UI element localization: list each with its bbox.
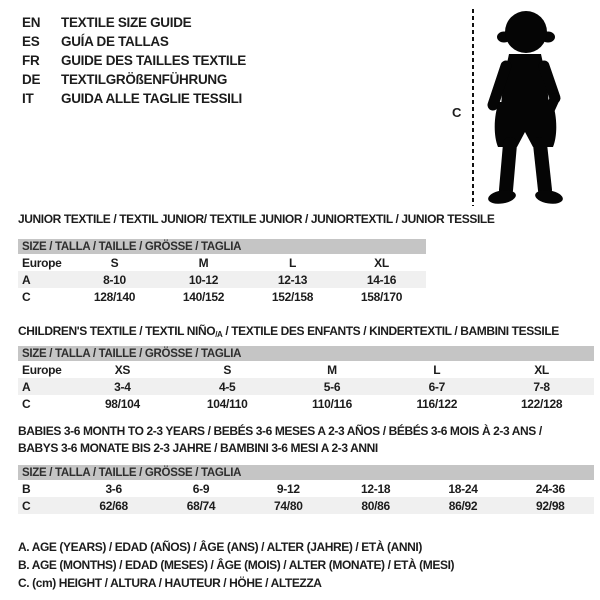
size-cell: XS: [114, 362, 131, 377]
dashed-measure-line: [472, 9, 474, 206]
height-measure-label: C: [452, 105, 462, 120]
row-label: Europe: [22, 362, 62, 377]
size-cell: 122/128: [520, 396, 563, 411]
size-cell: 116/122: [416, 396, 458, 411]
size-cell: 92/98: [536, 498, 565, 513]
children-size-table: [18, 346, 594, 412]
size-cell: 140/152: [182, 289, 225, 304]
children-title-suffix: / TEXTILE DES ENFANTS / KINDERTEXTIL / BAMBINI TESSILE: [222, 324, 559, 338]
junior-section-title: JUNIOR TEXTILE / TEXTIL JUNIOR/ TEXTILE JUNIOR / JUNIORTEXTIL / JUNIOR TESSILE: [18, 212, 495, 226]
row-label: B: [22, 481, 31, 496]
size-cell: 158/170: [360, 289, 403, 304]
table-row: [18, 480, 594, 497]
measurement-legend: [18, 538, 454, 592]
size-cell: 10-12: [188, 272, 219, 287]
junior-size-table: [18, 239, 426, 305]
size-cell: 9-12: [276, 481, 300, 496]
size-cell: 128/140: [93, 289, 136, 304]
row-label: C: [22, 289, 31, 304]
language-label: GUIDE DES TAILLES TEXTILE: [61, 53, 247, 68]
language-code: EN: [22, 15, 41, 30]
row-label: C: [22, 396, 31, 411]
size-cell: 6-9: [192, 481, 210, 496]
legend-line-a: A. AGE (YEARS) / EDAD (AÑOS) / ÂGE (ANS) / ALTER (JAHRE) / ETÀ (ANNI): [18, 540, 422, 554]
toddler-silhouette-icon: [479, 6, 571, 210]
language-label: GUIDA ALLE TAGLIE TESSILI: [61, 91, 242, 106]
language-row-en: [22, 13, 246, 32]
language-row-de: [22, 70, 246, 89]
children-title-subscript: /A: [215, 330, 223, 339]
size-cell: M: [327, 362, 337, 377]
language-header: [22, 13, 246, 108]
size-cell: S: [223, 362, 232, 377]
size-cell: S: [110, 255, 119, 270]
size-cell: 12-13: [277, 272, 308, 287]
size-cell: 18-24: [448, 481, 478, 496]
row-label: A: [22, 272, 31, 287]
children-title-prefix: CHILDREN'S TEXTILE / TEXTIL NIÑO: [18, 324, 216, 338]
babies-section-title: [18, 423, 542, 457]
table-row: [18, 361, 594, 378]
size-cell: 3-6: [105, 481, 122, 496]
size-cell: 3-4: [114, 379, 131, 394]
language-label: GUÍA DE TALLAS: [61, 34, 169, 49]
language-code: DE: [22, 72, 41, 87]
size-cell: 152/158: [271, 289, 314, 304]
size-cell: XL: [534, 362, 549, 377]
language-label: TEXTILGRÖßENFÜHRUNG: [61, 72, 228, 87]
language-row-it: [22, 89, 246, 108]
size-cell: 14-16: [366, 272, 397, 287]
size-header-bar: [18, 346, 594, 361]
size-cell: 68/74: [186, 498, 216, 513]
row-label: C: [22, 498, 31, 513]
size-cell: L: [288, 255, 297, 270]
size-cell: 104/110: [206, 396, 248, 411]
size-cell: 8-10: [103, 272, 126, 287]
size-cell: 110/116: [312, 396, 352, 411]
legend-line-b: B. AGE (MONTHS) / EDAD (MESES) / ÂGE (MOIS) / ALTER (MONATE) / ETÀ (MESI): [18, 558, 455, 572]
table-row: [18, 378, 594, 395]
size-cell: M: [198, 255, 209, 270]
size-cell: XL: [374, 255, 389, 270]
language-code: FR: [22, 53, 40, 68]
size-header-bar: [18, 465, 594, 480]
size-cell: 98/104: [104, 396, 140, 411]
children-section-title: [18, 324, 559, 339]
language-label: TEXTILE SIZE GUIDE: [61, 15, 192, 30]
table-row: [18, 395, 594, 412]
size-cell: 12-18: [361, 481, 391, 496]
babies-title-line2: BABYS 3-6 MONATE BIS 2-3 JAHRE / BAMBINI 3-6 MESI A 2-3 ANNI: [18, 441, 378, 455]
size-cell: 62/68: [99, 498, 128, 513]
legend-line-c: C. (cm) HEIGHT / ALTURA / HAUTEUR / HÖHE / ALTEZZA: [18, 576, 322, 590]
babies-size-table: [18, 465, 594, 514]
size-cell: 24-36: [535, 481, 565, 496]
size-cell: 6-7: [428, 379, 446, 394]
size-header-label: SIZE / TALLA / TAILLE / GRÖSSE / TAGLIA: [22, 347, 242, 360]
babies-title-line1: BABIES 3-6 MONTH TO 2-3 YEARS / BEBÉS 3-6 MESES A 2-3 AÑOS / BÉBÉS 3-6 MOIS À 2-3 ANS /: [18, 424, 542, 438]
size-cell: L: [433, 362, 441, 377]
row-label: A: [22, 379, 31, 394]
table-row: [18, 497, 594, 514]
language-row-fr: [22, 51, 246, 70]
row-label: Europe: [22, 255, 62, 270]
table-row: [18, 288, 426, 305]
language-row-es: [22, 32, 246, 51]
size-header-bar: [18, 239, 426, 254]
size-cell: 7-8: [533, 379, 550, 394]
size-cell: 4-5: [218, 379, 236, 394]
size-cell: 80/86: [361, 498, 390, 513]
size-cell: 86/92: [448, 498, 478, 513]
language-code: ES: [22, 34, 40, 49]
language-code: IT: [22, 91, 34, 106]
size-header-label: SIZE / TALLA / TAILLE / GRÖSSE / TAGLIA: [22, 466, 242, 479]
table-row: [18, 271, 426, 288]
size-cell: 5-6: [323, 379, 341, 394]
size-header-label: SIZE / TALLA / TAILLE / GRÖSSE / TAGLIA: [22, 240, 242, 253]
table-row: [18, 254, 426, 271]
size-cell: 74/80: [274, 498, 303, 513]
